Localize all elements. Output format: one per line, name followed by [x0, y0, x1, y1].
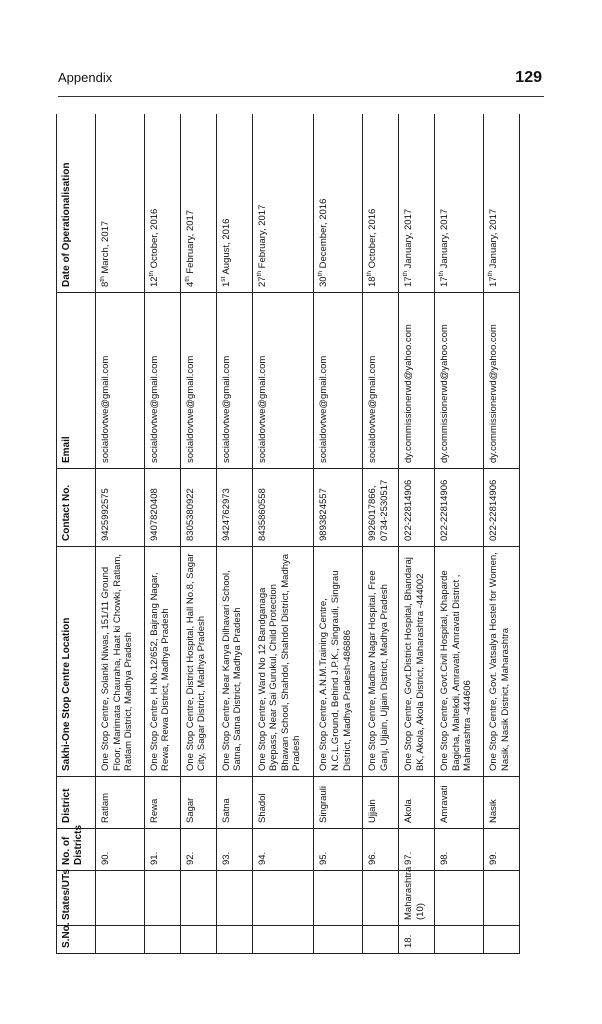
cell-location: One Stop Centre, District Hospital, Hall No.8, Sagar City, Sagar District, Madhya Pradesh — [180, 547, 216, 777]
cell-date — [144, 114, 180, 293]
cell-email: dy.commissionerwd@yahoo.com — [435, 293, 484, 469]
page-number: 129 — [515, 69, 542, 86]
cell-date — [314, 114, 363, 293]
column-header-location: Sakhi-One Stop Centre Location — [57, 547, 96, 777]
cell-email: socialdovtwe@gmail.com — [363, 293, 399, 469]
cell-location: One Stop Centre, Ward No 12 Bandganaga Byepass, Near Sai Gurukul, Child Protection Bhawan School, Shahdol, Shahdol District, Madhya Pradesh — [252, 547, 314, 777]
date-day: 17 — [439, 276, 451, 287]
cell-sno — [216, 926, 252, 954]
date-ordinal: th — [183, 276, 191, 282]
cell-email: socialdovtwe@gmail.com — [314, 293, 363, 469]
column-header-contact: Contact No. — [57, 469, 96, 547]
cell-district: Ratlam — [96, 777, 145, 829]
cell-state — [216, 871, 252, 926]
date-ordinal: th — [486, 271, 494, 277]
cell-num: 94. — [252, 829, 314, 871]
cell-sno — [314, 926, 363, 954]
table-header-row — [57, 114, 96, 954]
cell-sno — [363, 926, 399, 954]
date-day: 1 — [220, 281, 232, 287]
cell-district: Sagar — [180, 777, 216, 829]
date-day: 30 — [318, 276, 330, 287]
cell-contact: 9424762973 — [216, 469, 252, 547]
date-day: 17 — [487, 276, 499, 287]
cell-sno — [252, 926, 314, 954]
cell-district: Singrauli — [314, 777, 363, 829]
cell-email: socialdovtwe@gmail.com — [216, 293, 252, 469]
cell-contact: 9407820408 — [144, 469, 180, 547]
cell-email: socialdovtwe@gmail.com — [252, 293, 314, 469]
cell-num: 97. — [399, 829, 435, 871]
cell-sno: 18. — [399, 926, 435, 954]
date-month-year: March, 2017 — [100, 220, 111, 277]
cell-state — [180, 871, 216, 926]
date-month-year: October, 2016 — [367, 208, 379, 271]
column-header-state: States/UTs — [57, 871, 96, 926]
date-ordinal: th — [402, 271, 410, 277]
cell-sno — [483, 926, 519, 954]
date-ordinal: th — [255, 271, 263, 277]
date-ordinal: th — [98, 276, 106, 282]
cell-sno — [180, 926, 216, 954]
page-header — [0, 0, 602, 110]
date-day: 17 — [403, 276, 415, 287]
cell-state — [314, 871, 363, 926]
cell-email: socialdovtwe@gmail.com — [144, 293, 180, 469]
table-body — [96, 114, 520, 954]
table-row — [216, 114, 252, 954]
cell-state — [435, 871, 484, 926]
cell-location: One Stop Centre, Madhav Nagar Hospital, Free Ganj, Ujjain, Ujjain District, Madhya Pradesh — [363, 547, 399, 777]
cell-contact: 022-22814906 — [435, 469, 484, 547]
cell-sno — [435, 926, 484, 954]
cell-state: Maharashtra (10) — [399, 871, 435, 926]
cell-date — [363, 114, 399, 293]
date-ordinal: th — [317, 271, 325, 277]
cell-num: 96. — [363, 829, 399, 871]
cell-district: Shadol — [252, 777, 314, 829]
cell-location: One Stop Centre, H.No.12/652, Bajrang Nagar, Rewa, Rewa District, Madhya Pradesh — [144, 547, 180, 777]
cell-date — [435, 114, 484, 293]
cell-date — [399, 114, 435, 293]
date-month-year: January, 2017 — [487, 208, 499, 271]
column-header-email: Email — [57, 293, 96, 469]
cell-district: Amravati — [435, 777, 484, 829]
cell-state — [363, 871, 399, 926]
cell-state — [96, 871, 145, 926]
cell-contact: 9926017866, 0734-2530517 — [363, 469, 399, 547]
date-month-year: January, 2017 — [403, 208, 415, 271]
cell-contact: 022-22814906 — [483, 469, 519, 547]
table-row — [363, 114, 399, 954]
date-month-year: August, 2016 — [220, 218, 232, 277]
rotated-table — [56, 114, 520, 954]
cell-contact: 9893824557 — [314, 469, 363, 547]
cell-num: 92. — [180, 829, 216, 871]
cell-num: 91. — [144, 829, 180, 871]
cell-num: 98. — [435, 829, 484, 871]
date-day: 12 — [148, 276, 160, 287]
cell-email: socialdovtwe@gmail.com — [180, 293, 216, 469]
cell-contact: 9425992575 — [96, 469, 145, 547]
cell-location: One Stop Centre, Govt. Vatsalya Hostel for Women, Nasik, Nasik District, Maharashtra — [483, 547, 519, 777]
date-month-year: January, 2017 — [439, 208, 451, 271]
cell-date — [483, 114, 519, 293]
table-row — [399, 114, 435, 954]
cell-district: Satna — [216, 777, 252, 829]
cell-email: socialdovtwe@gmail.com — [96, 293, 145, 469]
cell-date — [252, 114, 314, 293]
cell-district: Nasik — [483, 777, 519, 829]
cell-location: One Stop Centre, Solanki Niwas, 151/11 Ground Floor, Marimata Chauraha, Haat ki Chowki, Ratlam, Ratlam District, Madhya Pradesh — [96, 547, 145, 777]
table-row — [180, 114, 216, 954]
column-header-district: District — [57, 777, 96, 829]
cell-num: 90. — [96, 829, 145, 871]
cell-date — [180, 114, 216, 293]
cell-location: One Stop Centre, Govt.Civil Hospital, Khaparde Bagicha, Maltekdi, Amravati, Amravati District , Maharashtra -444606 — [435, 547, 484, 777]
cell-contact: 8305380922 — [180, 469, 216, 547]
cell-district: Rewa — [144, 777, 180, 829]
header-rule — [58, 96, 544, 97]
cell-num: 95. — [314, 829, 363, 871]
cell-location: One Stop Centre, A.N.M.Training Centre, N.C.L.Ground, Behind J.P.K., Singrauli, Singrau District, Madhya Pradesh-486886 — [314, 547, 363, 777]
table-row — [96, 114, 145, 954]
date-ordinal: st — [219, 276, 227, 282]
cell-contact: 022-22814906 — [399, 469, 435, 547]
date-day: 27 — [256, 276, 268, 287]
cell-contact: 8435860558 — [252, 469, 314, 547]
cell-date — [96, 114, 145, 293]
date-day: 8 — [100, 281, 111, 287]
date-month-year: February, 2017 — [184, 209, 196, 277]
cell-email: dy.commissionerwd@yahoo.com — [399, 293, 435, 469]
column-header-sno: S.No. — [57, 926, 96, 954]
table-row — [144, 114, 180, 954]
table-row — [483, 114, 519, 954]
section-label: Appendix — [58, 70, 113, 85]
column-header-date: Date of Operationalisation — [57, 114, 96, 293]
date-ordinal: th — [437, 271, 445, 277]
cell-sno — [144, 926, 180, 954]
cell-state — [252, 871, 314, 926]
cell-num: 93. — [216, 829, 252, 871]
date-month-year: October, 2016 — [148, 208, 160, 271]
cell-location: One Stop Centre, Govt.District Hospital, Bhandaraj BK, Akola, Akola District, Maharashtra -444002 — [399, 547, 435, 777]
cell-date — [216, 114, 252, 293]
date-ordinal: th — [147, 271, 155, 277]
date-month-year: December, 2016 — [318, 198, 330, 271]
cell-email: dy.commissionerwd@yahoo.com — [483, 293, 519, 469]
cell-state — [483, 871, 519, 926]
table-row — [435, 114, 484, 954]
column-header-num-districts: No. of Districts — [57, 829, 96, 871]
cell-state — [144, 871, 180, 926]
date-month-year: February, 2017 — [256, 204, 268, 271]
table-row — [314, 114, 363, 954]
rotated-table-container — [56, 114, 520, 954]
cell-district: Akola — [399, 777, 435, 829]
table-row — [252, 114, 314, 954]
cell-location: One Stop Centre, Near Kanya Dilhavari School, Satna, Satna District, Madhya Pradesh — [216, 547, 252, 777]
date-ordinal: th — [366, 271, 374, 277]
cell-num: 99. — [483, 829, 519, 871]
one-stop-centre-table — [56, 114, 520, 954]
date-day: 4 — [184, 281, 196, 287]
cell-sno — [96, 926, 145, 954]
date-day: 18 — [367, 276, 379, 287]
cell-district: Ujjain — [363, 777, 399, 829]
